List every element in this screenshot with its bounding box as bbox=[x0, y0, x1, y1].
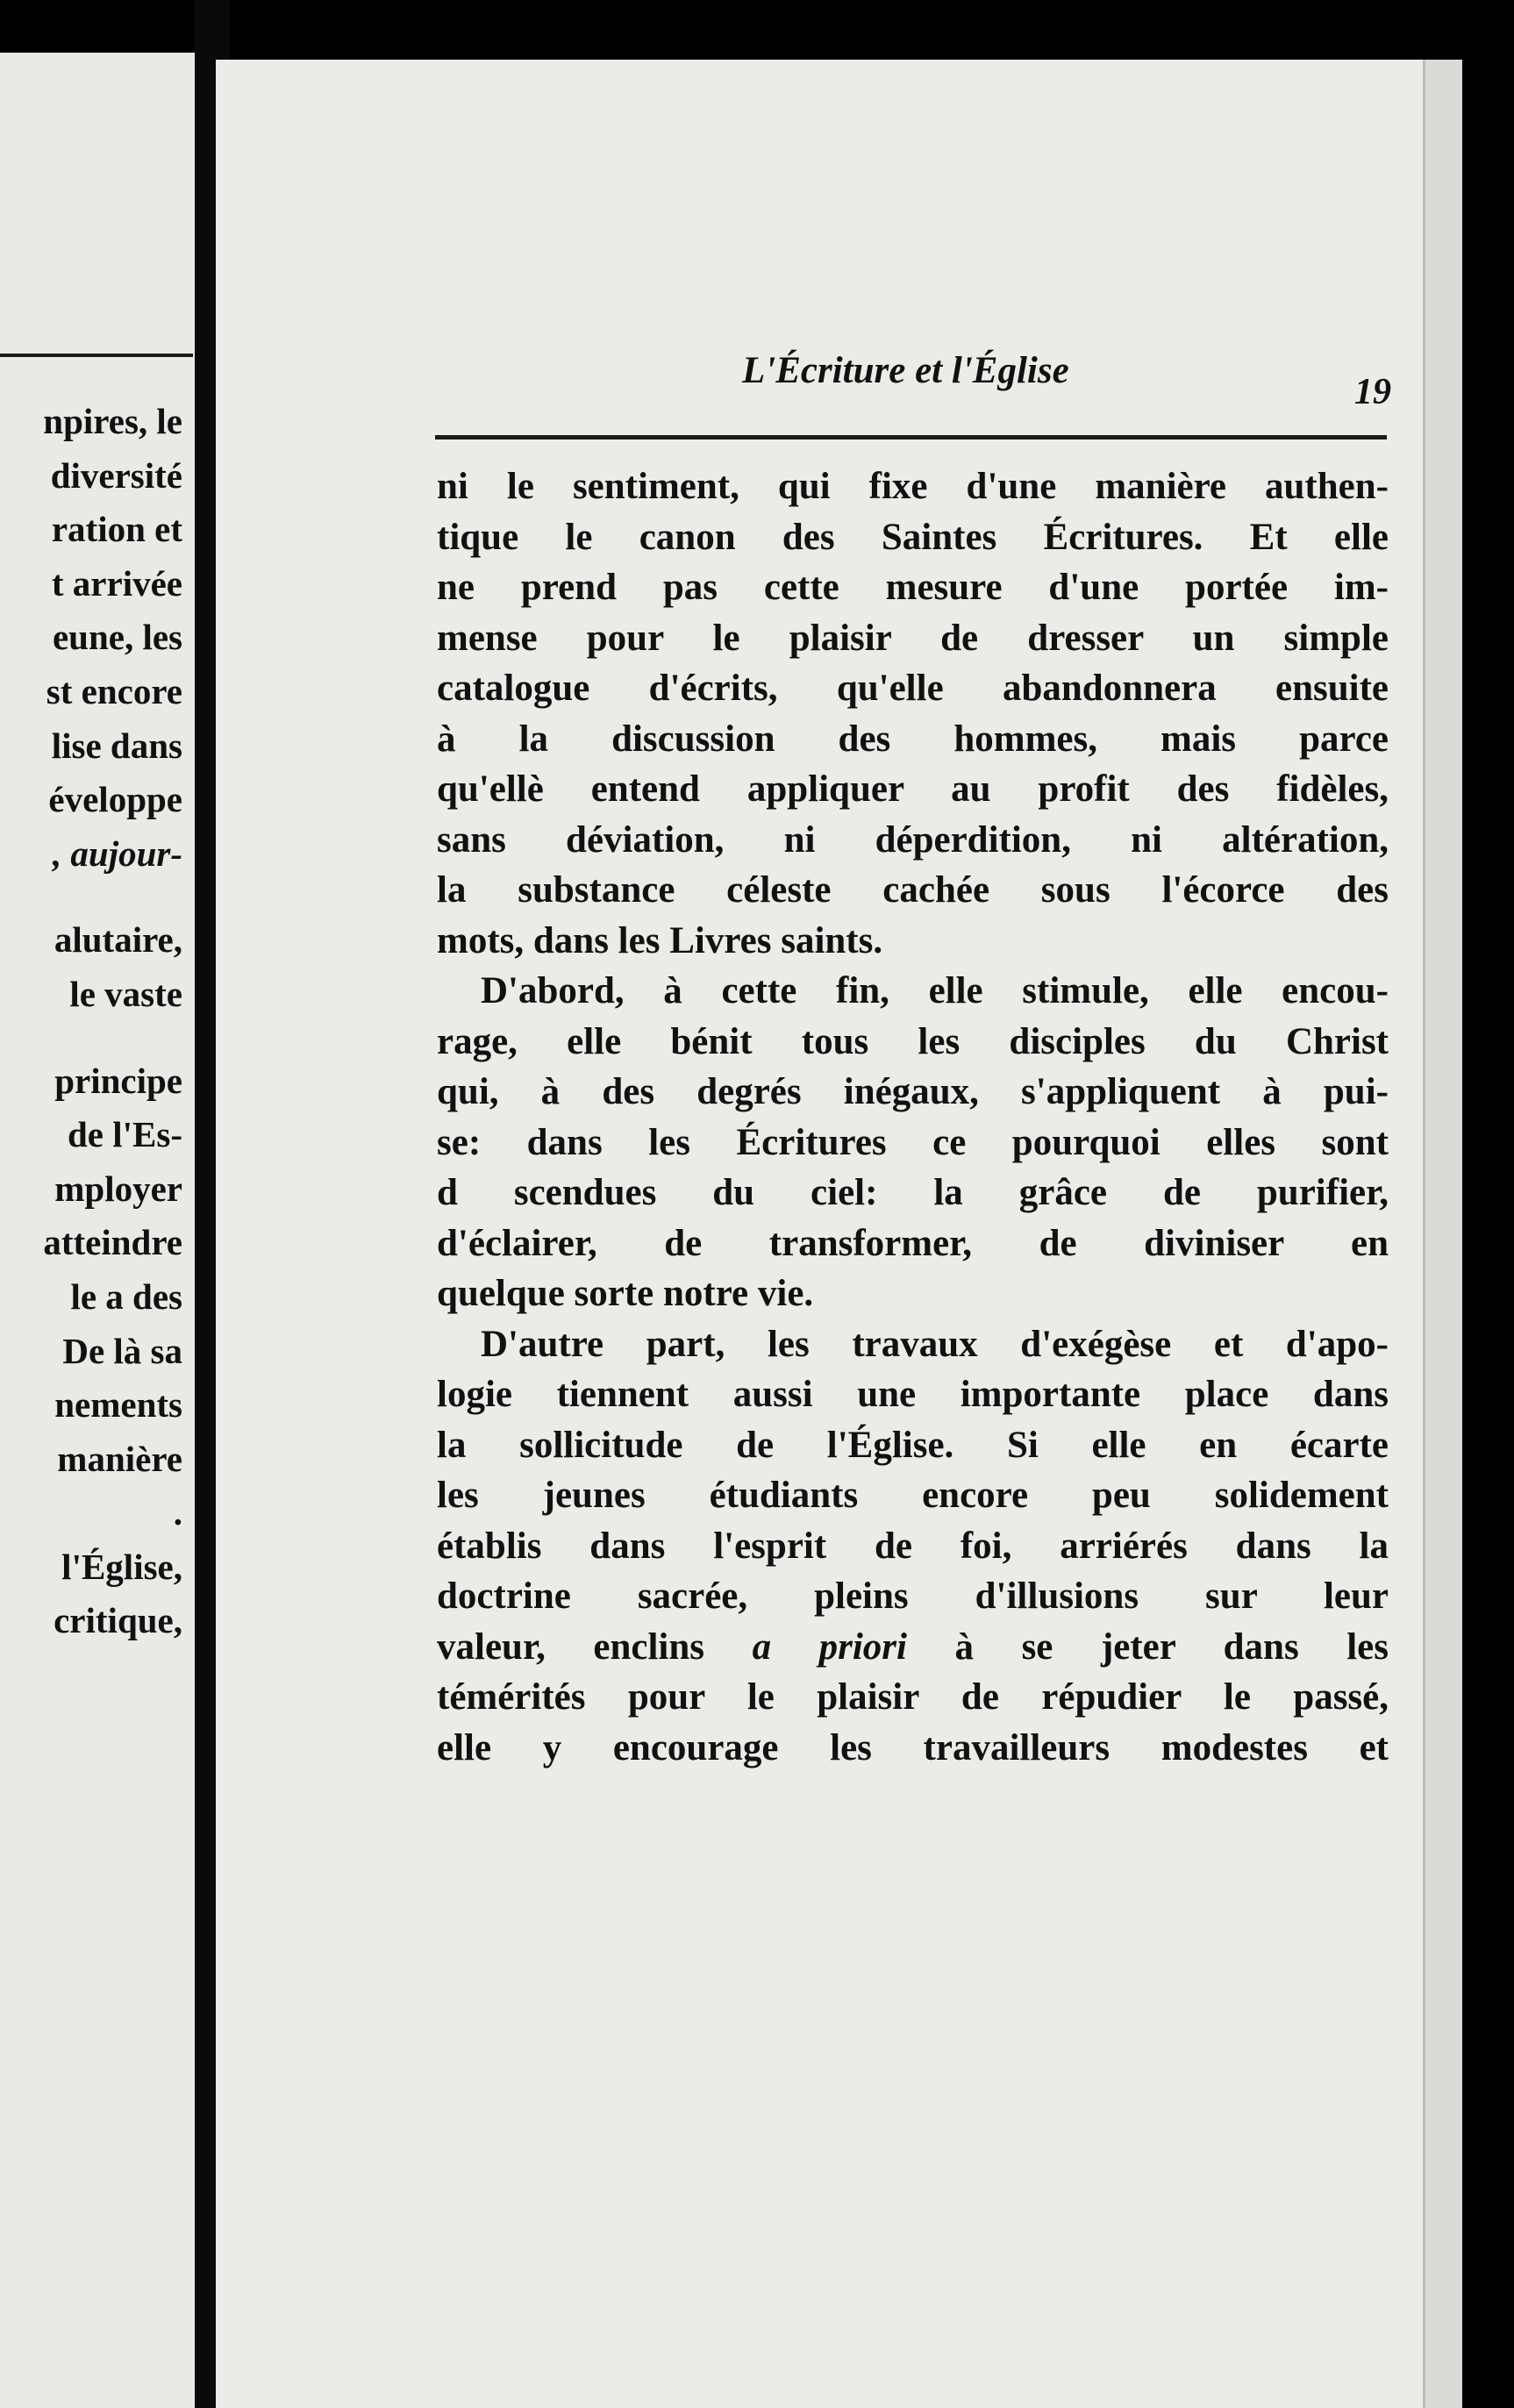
text-line: quelque sorte notre vie. bbox=[437, 1273, 814, 1314]
text-line: t arrivée bbox=[51, 562, 182, 604]
text-line: alutaire, bbox=[54, 919, 182, 961]
right-page bbox=[216, 60, 1423, 2408]
text-line: . bbox=[173, 1492, 182, 1533]
left-header-rule bbox=[0, 354, 193, 357]
text-line bbox=[437, 1622, 1389, 1673]
page-number: 19 bbox=[1354, 372, 1391, 412]
text-line: nements bbox=[54, 1384, 182, 1426]
text-line: D'abord, à cette fin, elle stimule, elle encou- bbox=[481, 970, 1389, 1011]
left-facing-page bbox=[0, 53, 195, 2408]
text-line: npires, le bbox=[43, 401, 182, 441]
text-line: établis dans l'esprit de foi, arriérés dans la bbox=[437, 1525, 1389, 1567]
text-line: catalogue d'écrits, qu'elle abandonnera ensuite bbox=[437, 668, 1389, 709]
text-line: doctrine sacrée, pleins d'illusions sur leur bbox=[437, 1576, 1389, 1617]
text-line: elle y encourage les travailleurs modestes et bbox=[437, 1726, 1389, 1768]
italic-phrase: a priori bbox=[752, 1626, 907, 1668]
text-line: d'éclairer, de transformer, de diviniser en bbox=[437, 1222, 1389, 1264]
text-line: mployer bbox=[54, 1168, 182, 1209]
text-segment: valeur, enclins bbox=[437, 1626, 705, 1668]
text-line: éveloppe bbox=[48, 779, 182, 820]
text-line: qui, à des degrés inégaux, s'appliquent à pui- bbox=[437, 1071, 1389, 1112]
text-line: d scendues du ciel: la grâce de purifier, bbox=[437, 1172, 1389, 1213]
text-line: sans déviation, ni déperdition, ni altération, bbox=[437, 818, 1389, 861]
text-line: la substance céleste cachée sous l'écorce des bbox=[437, 869, 1389, 911]
text-segment: à se jeter dans les bbox=[954, 1626, 1389, 1668]
text-line: mots, dans les Livres saints. bbox=[437, 919, 883, 961]
running-head: L'Écriture et l'Église bbox=[742, 350, 1069, 391]
text-line: , aujour- bbox=[52, 832, 182, 874]
text-line: le vaste bbox=[69, 973, 182, 1014]
text-line: le a des bbox=[70, 1275, 182, 1317]
header-rule bbox=[435, 435, 1387, 439]
page-edge bbox=[1423, 60, 1462, 2408]
page-body bbox=[437, 461, 1389, 1773]
text-line: st encore bbox=[46, 670, 182, 711]
text-line: ne prend pas cette mesure d'une portée im- bbox=[437, 567, 1389, 608]
text-line: témérités pour le plaisir de répudier le passé, bbox=[437, 1676, 1389, 1718]
text-line: diversité bbox=[50, 454, 182, 496]
text-line: D'autre part, les travaux d'exégèse et d'apo- bbox=[481, 1323, 1389, 1365]
text-line: qu'ellè entend appliquer au profit des fidèles, bbox=[437, 768, 1389, 810]
text-line: mense pour le plaisir de dresser un simple bbox=[437, 617, 1389, 659]
text-line: atteindre bbox=[43, 1222, 182, 1263]
text-line: principe bbox=[54, 1060, 182, 1101]
text-line: critique, bbox=[54, 1600, 182, 1641]
text-line: ration et bbox=[51, 509, 182, 550]
text-line: tique le canon des Saintes Écritures. Et elle bbox=[437, 516, 1389, 558]
text-line: De là sa bbox=[62, 1330, 182, 1371]
text-line: se: dans les Écritures ce pourquoi elles sont bbox=[437, 1121, 1389, 1163]
left-page-text bbox=[0, 395, 182, 1648]
text-line: rage, elle bénit tous les disciples du Christ bbox=[437, 1020, 1389, 1062]
paragraph-gap bbox=[0, 881, 182, 913]
text-line: manière bbox=[57, 1438, 182, 1479]
text-line: les jeunes étudiants encore peu solidement bbox=[437, 1475, 1389, 1516]
text-line: de l'Es- bbox=[68, 1114, 182, 1155]
text-line: à la discussion des hommes, mais parce bbox=[437, 718, 1389, 760]
text-line: lise dans bbox=[51, 725, 182, 766]
paragraph-gap bbox=[0, 1022, 182, 1054]
text-line: logie tiennent aussi une importante place dans bbox=[437, 1374, 1389, 1415]
text-line: la sollicitude de l'Église. Si elle en écarte bbox=[437, 1424, 1389, 1466]
text-line: ni le sentiment, qui fixe d'une manière authen- bbox=[437, 466, 1389, 507]
text-line: eune, les bbox=[52, 617, 182, 658]
text-line: l'Église, bbox=[61, 1546, 182, 1587]
